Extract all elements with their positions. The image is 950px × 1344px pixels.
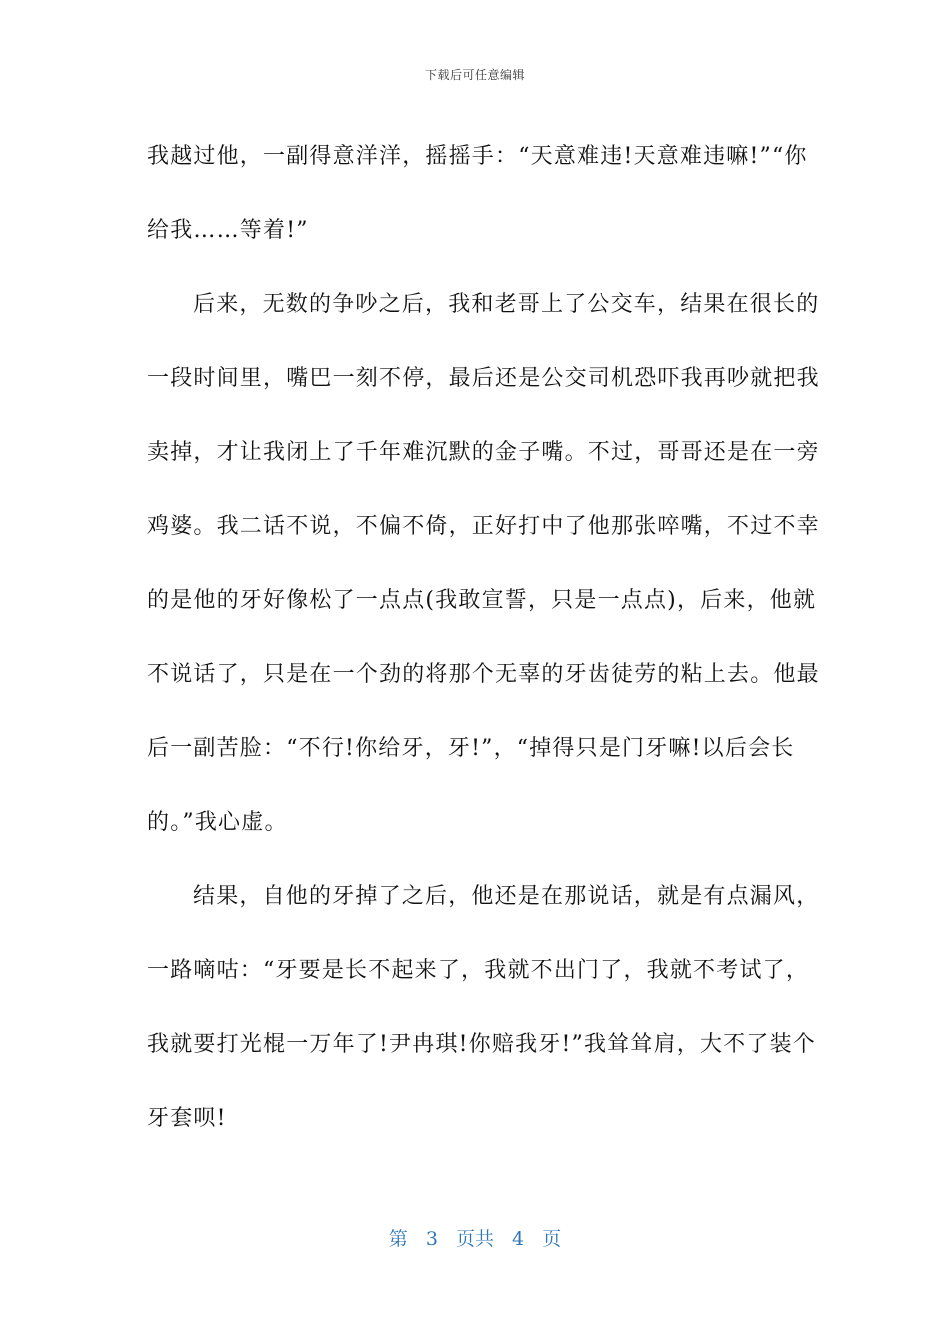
paragraph-2: 后来，无数的争吵之后，我和老哥上了公交车，结果在很长的一段时间里，嘴巴一刻不停，最后还是公交司机恐吓我再吵就把我卖掉，才让我闭上了千年难沉默的金子嘴。不过，哥哥还是在一旁鸡婆。我二话不说，不偏不倚，正好打中了他那张啐嘴，不过不幸的是他的牙好像松了一点点(我敢宣誓，只是一点点)，后来，他就不说话了，只是在一个劲的将那个无辜的牙齿徒劳的粘上去。他最后一副苦脸：“不行!你给牙，牙!”，“掉得只是门牙嘛!以后会长的。”我心虚。: [147, 292, 820, 835]
footer-prefix: 第: [388, 1228, 408, 1250]
footer-suffix: 页: [542, 1228, 562, 1250]
page-footer: [0, 1224, 950, 1251]
paragraph-1: 我越过他，一副得意洋洋，摇摇手：“天意难违!天意难违嘛!”“你给我……等着!”: [147, 144, 808, 243]
paragraph-3: 结果，自他的牙掉了之后，他还是在那说话，就是有点漏风，一路嘀咕：“牙要是长不起来了，我就不出门了，我就不考试了，我就要打光棍一万年了!尹冉琪!你赔我牙!”我耸耸肩，大不了装个牙套呗!: [147, 884, 820, 1131]
footer-page-number: 3: [425, 1228, 438, 1250]
footer-total-pages: 4: [512, 1228, 525, 1250]
footer-middle: 页共: [455, 1228, 494, 1250]
document-body: [147, 120, 822, 1156]
page-header: 下载后可任意编辑: [424, 68, 525, 82]
